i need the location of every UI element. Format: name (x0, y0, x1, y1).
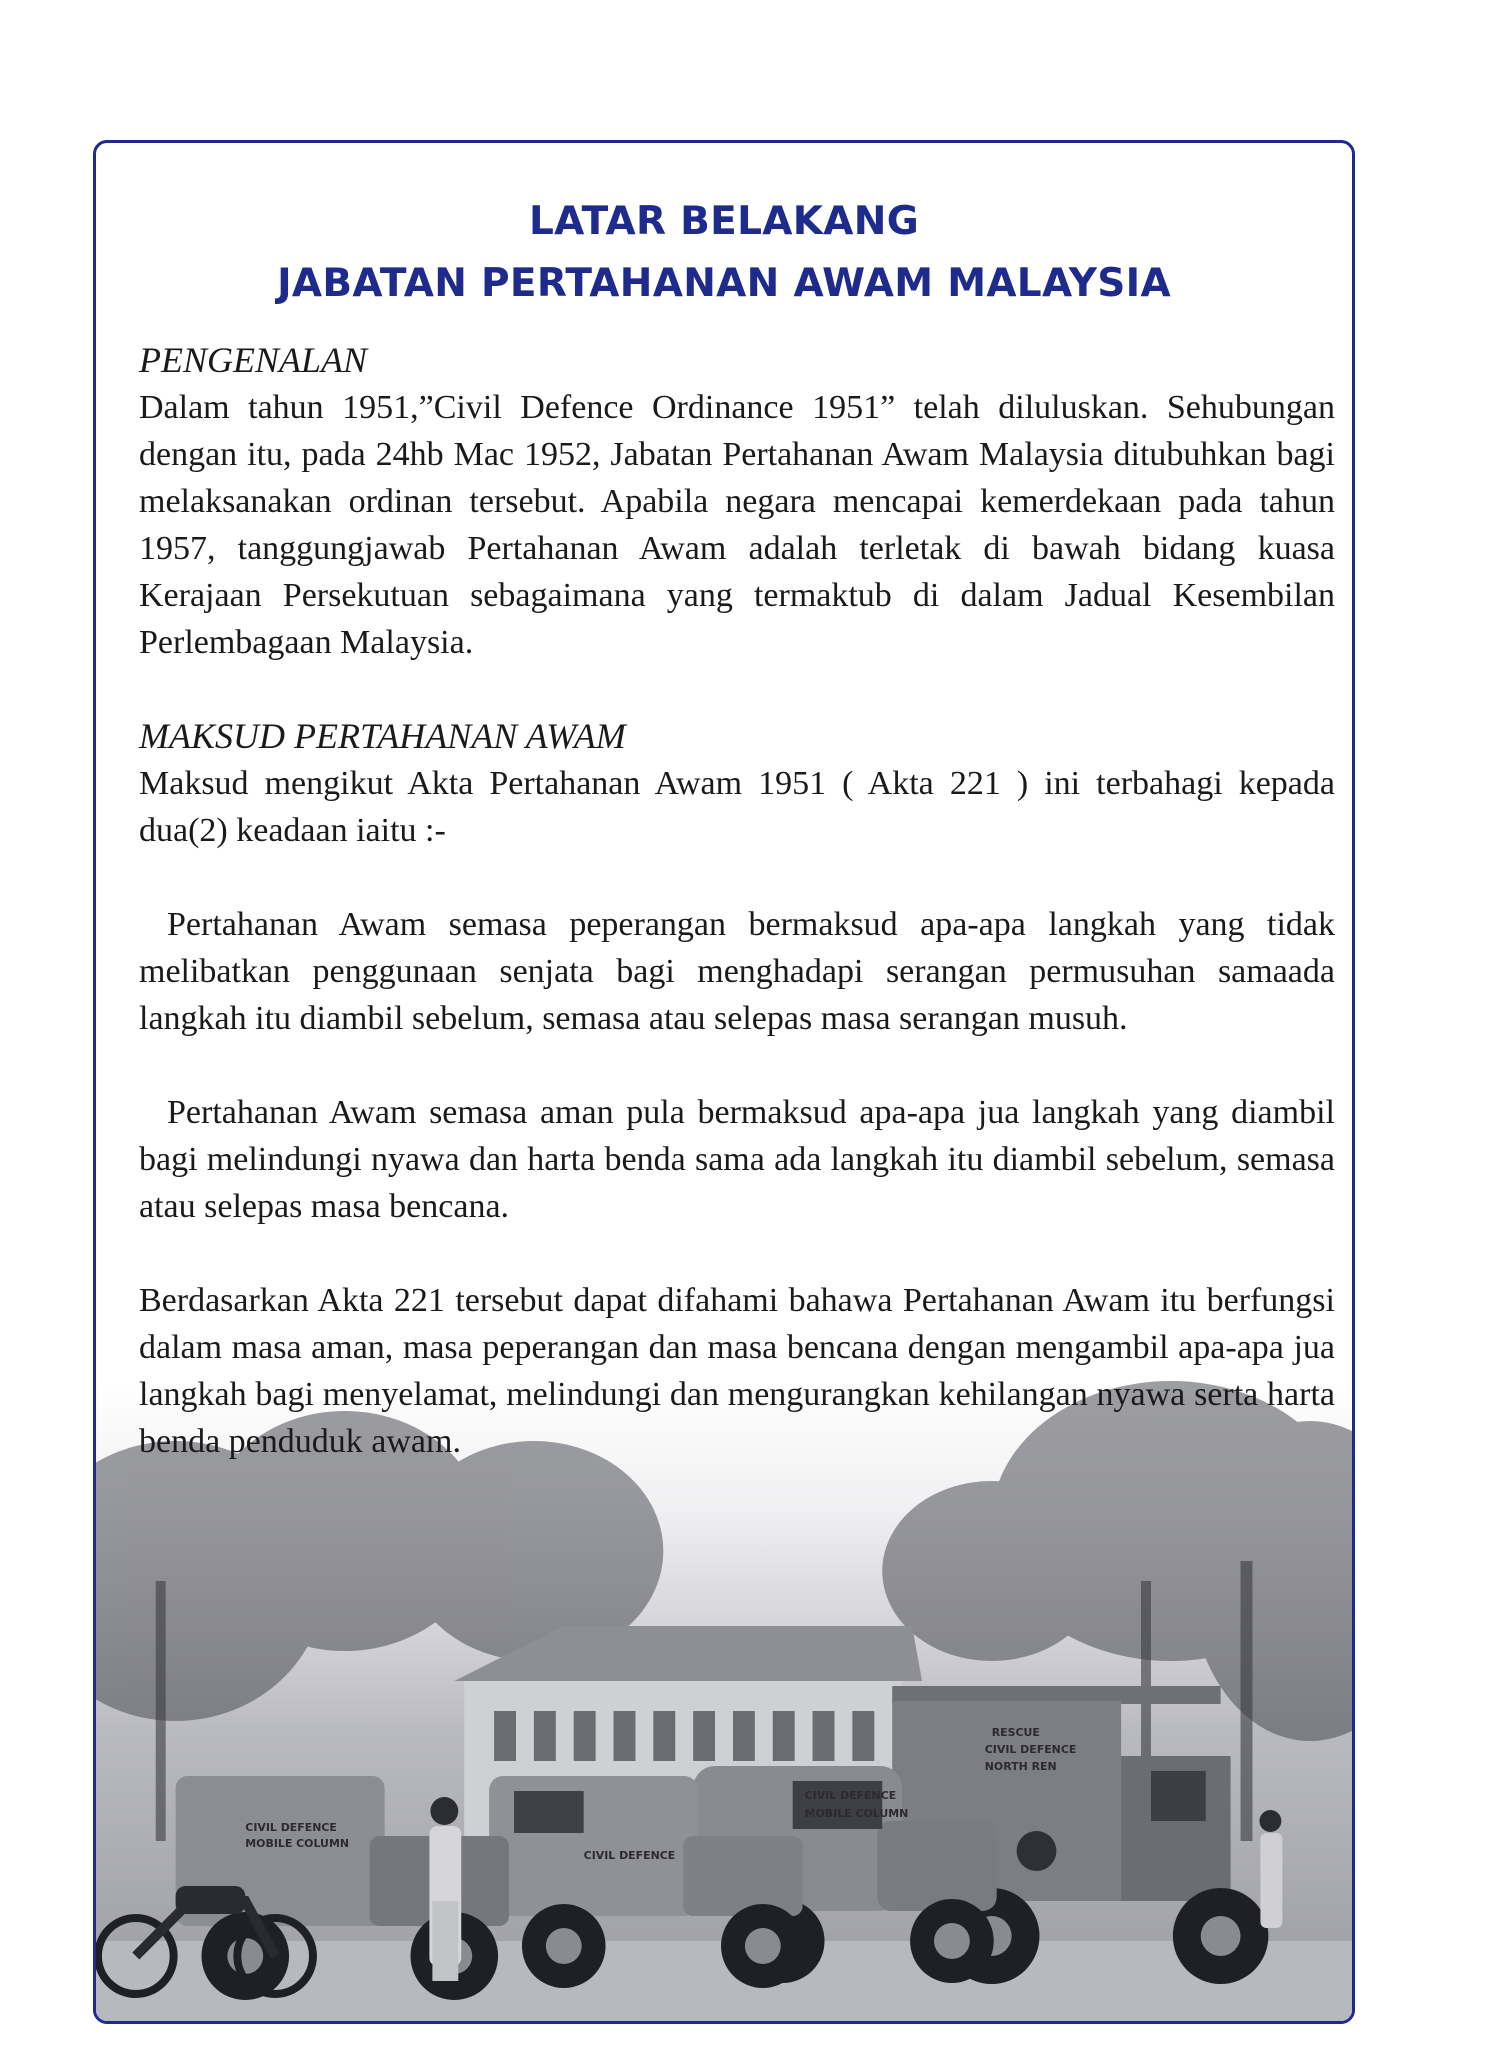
vehicles-illustration (96, 1381, 1352, 2021)
rover2-label: CIVIL DEFENCE (583, 1848, 676, 1863)
rover1-label-1: CIVIL DEFENCE (245, 1820, 337, 1835)
pengenalan-paragraph: Dalam tahun 1951,”Civil Defence Ordinance 1951” telah diluluskan. Sehubungan dengan itu, pada 24hb Mac 1952, Jabatan Pertahanan Awam Malaysia ditubuhkan bagi melaksanakan ordinan tersebut. Apabila negara mencapai kemerdekaan pada tahun 1957, tanggungjawab Pertahanan Awam adalah terletak di bawah bidang kuasa Kerajaan Persekutuan sebagaimana yang termaktub di dalam Jadual Kesembilan Perlembagaan Malaysia. (139, 389, 1335, 661)
historical-photo (96, 1381, 1352, 2021)
maksud-intro-paragraph: Maksud mengikut Akta Pertahanan Awam 1951 ( Akta 221 ) ini terbahagi kepada dua(2) keadaan iaitu :- (139, 765, 1335, 849)
document-body (139, 337, 1335, 1465)
van-label-1: CIVIL DEFENCE (804, 1788, 897, 1803)
section-heading-maksud: MAKSUD PERTAHANAN AWAM (139, 716, 626, 756)
rover1-label-2: MOBILE COLUMN (245, 1836, 350, 1851)
war-definition-paragraph: Pertahanan Awam semasa peperangan bermaksud apa-apa langkah yang tidak melibatkan penggunaan senjata bagi menghadapi serangan permusuhan samaada langkah itu diambil sebelum, semasa atau selepas masa serangan musuh. (139, 906, 1335, 1037)
truck-label-1: RESCUE (991, 1725, 1040, 1740)
truck-label-2: CIVIL DEFENCE (984, 1742, 1077, 1757)
section-heading-pengenalan: PENGENALAN (139, 340, 368, 380)
title-line-1: LATAR BELAKANG (528, 199, 920, 244)
page-title (96, 191, 1352, 315)
title-line-2: JABATAN PERTAHANAN AWAM MALAYSIA (277, 261, 1171, 306)
peace-definition-paragraph: Pertahanan Awam semasa aman pula bermaksud apa-apa jua langkah yang diambil bagi melindungi nyawa dan harta benda sama ada langkah itu diambil sebelum, semasa atau selepas masa bencana. (139, 1094, 1335, 1225)
conclusion-paragraph: Berdasarkan Akta 221 tersebut dapat difahami bahawa Pertahanan Awam itu berfungsi dalam masa aman, masa peperangan dan masa bencana dengan mengambil apa-apa jua langkah bagi menyelamat, melindungi dan mengurangkan kehilangan nyawa serta harta benda penduduk awam. (139, 1282, 1335, 1460)
document-frame (93, 140, 1355, 2024)
van-label-2: MOBILE COLUMN (804, 1806, 909, 1821)
truck-label-3: NORTH REN (984, 1759, 1057, 1774)
